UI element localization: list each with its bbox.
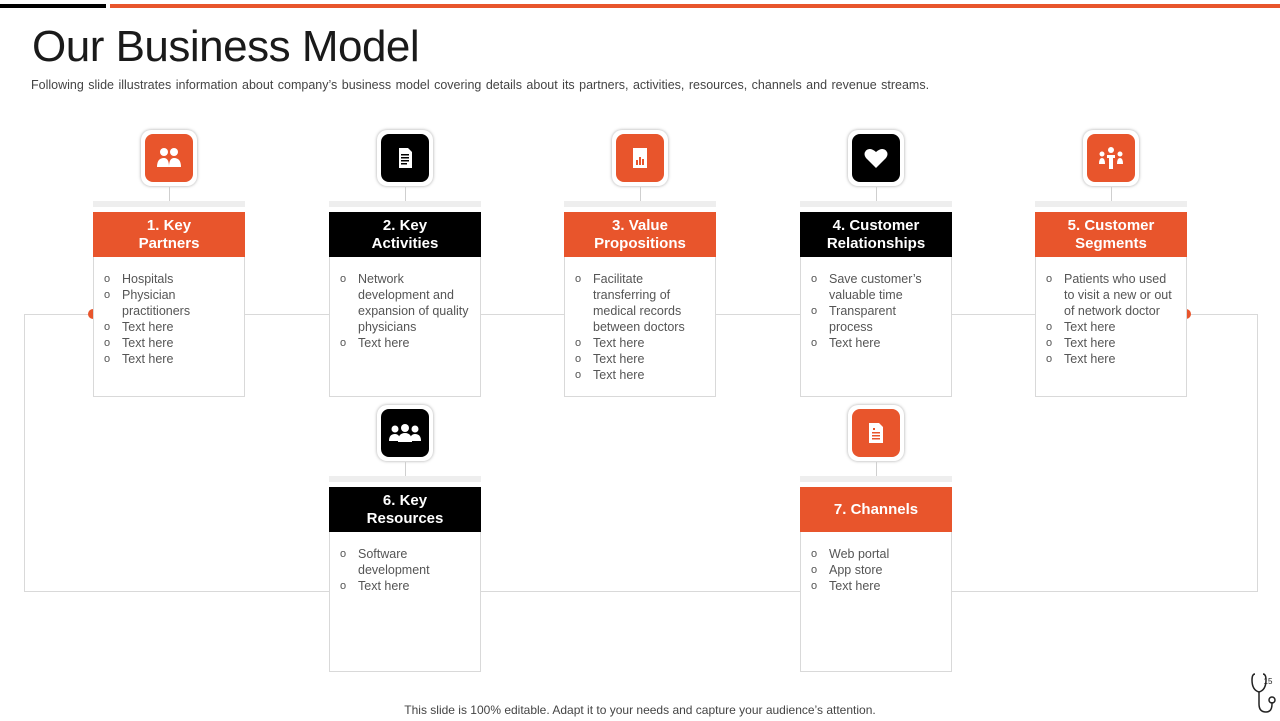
list-item: o App store [811,562,941,578]
key-resources-icon-badge [377,405,433,461]
list-item: o Text here [1046,335,1176,351]
list-item: o Text here [340,335,470,351]
file-icon [852,409,900,457]
list-item: o Text here [104,319,234,335]
card-key-partners [93,201,245,397]
card-value-propositions [564,201,716,397]
users-icon [145,134,193,182]
footer-note: This slide is 100% editable. Adapt it to your needs and capture your audience’s attention. [404,703,876,717]
list-item: o Web portal [811,546,941,562]
card-customer-segments [1035,201,1187,397]
key-activities-stub [405,187,406,201]
channels-stub [876,462,877,476]
meeting-icon [1087,134,1135,182]
card-title: 3. Value Propositions [564,212,716,257]
customer-segments-icon-badge [1083,130,1139,186]
report-chart-icon [616,134,664,182]
list-item: o Facilitate transferring of medical records between doctors [575,271,705,335]
page-subtitle: Following slide illustrates information about company’s business model covering details about its partners, activities, resources, channels and revenue streams. [31,78,930,92]
customer-relationships-stub [876,187,877,201]
card-list [1046,271,1176,367]
list-item: o Physician practitioners [104,287,234,319]
card-title: 6. Key Resources [329,487,481,532]
key-partners-stub [169,187,170,201]
card-list [811,546,941,594]
list-item: o Text here [1046,351,1176,367]
list-item: o Save customer’s valuable time [811,271,941,303]
card-key-resources [329,476,481,672]
card-list [340,271,470,351]
key-activities-icon-badge [377,130,433,186]
channels-icon-badge [848,405,904,461]
card-list [104,271,234,367]
list-item: o Text here [811,578,941,594]
list-item: o Software development [340,546,470,578]
top-accent-bar-black [0,4,106,8]
list-item: o Hospitals [104,271,234,287]
card-title: 2. Key Activities [329,212,481,257]
card-customer-relationships [800,201,952,397]
customer-relationships-icon-badge [848,130,904,186]
team-icon [381,409,429,457]
customer-segments-stub [1111,187,1112,201]
card-list [340,546,470,594]
list-item: o Text here [575,351,705,367]
value-propositions-icon-badge [612,130,668,186]
document-icon [381,134,429,182]
stethoscope-page-number-icon [1250,672,1278,721]
card-channels [800,476,952,672]
list-item: o Text here [811,335,941,351]
page-title: Our Business Model [32,22,420,71]
card-title: 5. Customer Segments [1035,212,1187,257]
card-key-activities [329,201,481,397]
list-item: o Text here [104,351,234,367]
key-resources-stub [405,462,406,476]
card-title: 4. Customer Relationships [800,212,952,257]
list-item: o Text here [575,335,705,351]
page-number: 15 [1263,677,1273,686]
key-partners-icon-badge [141,130,197,186]
list-item: o Text here [340,578,470,594]
heart-icon [852,134,900,182]
list-item: o Text here [104,335,234,351]
card-list [575,271,705,383]
card-title: 1. Key Partners [93,212,245,257]
list-item: o Network development and expansion of quality physicians [340,271,470,335]
value-propositions-stub [640,187,641,201]
list-item: o Patients who used to visit a new or out of network doctor [1046,271,1176,319]
list-item: o Text here [575,367,705,383]
card-title: 7. Channels [800,487,952,532]
list-item: o Transparent process [811,303,941,335]
top-accent-bar-orange [110,4,1280,8]
card-list [811,271,941,351]
list-item: o Text here [1046,319,1176,335]
